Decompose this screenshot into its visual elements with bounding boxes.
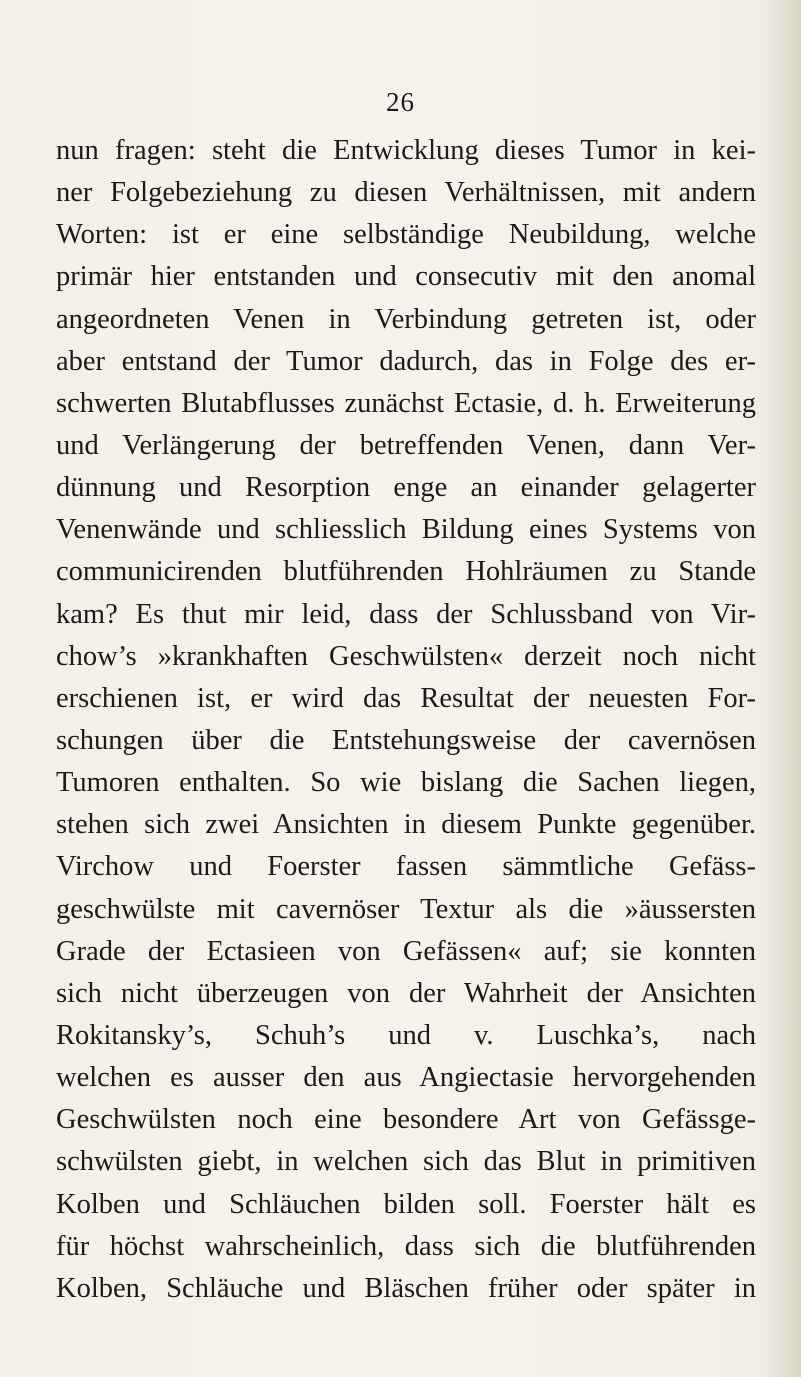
text-line: Virchow und Foerster fassen sämmtliche Gefäss- xyxy=(56,851,756,883)
text-line: Grade der Ectasieen von Gefässen« auf; sie konnten xyxy=(56,935,756,967)
text-line: geschwülste mit cavernöser Textur als die »äussersten xyxy=(56,893,756,925)
body-text xyxy=(56,130,756,1310)
page-edge-shadow xyxy=(767,0,801,1377)
text-line: schungen über die Entstehungsweise der cavernösen xyxy=(56,724,756,756)
text-line: und Verlängerung der betreffenden Venen, dann Ver- xyxy=(56,429,756,461)
text-line: Kolben, Schläuche und Bläschen früher oder später in xyxy=(56,1272,756,1304)
page-number: 26 xyxy=(386,87,415,117)
text-line: kam? Es thut mir leid, dass der Schlussband von Vir- xyxy=(56,598,756,630)
text-line: schwerten Blutabflusses zunächst Ectasie, d. h. Erweiterung xyxy=(56,387,756,419)
text-line: ner Folgebeziehung zu diesen Verhältnissen, mit andern xyxy=(56,177,756,209)
text-line: Tumoren enthalten. So wie bislang die Sachen liegen, xyxy=(56,767,756,799)
text-line: primär hier entstanden und consecutiv mit den anomal xyxy=(56,261,756,293)
text-line: Geschwülsten noch eine besondere Art von Gefässge- xyxy=(56,1104,756,1136)
text-line: aber entstand der Tumor dadurch, das in Folge des er- xyxy=(56,345,756,377)
text-line: Kolben und Schläuchen bilden soll. Foerster hält es xyxy=(56,1188,756,1220)
text-line: sich nicht überzeugen von der Wahrheit der Ansichten xyxy=(56,977,756,1009)
text-line: dünnung und Resorption enge an einander gelagerter xyxy=(56,472,756,504)
text-line: nun fragen: steht die Entwicklung dieses Tumor in kei- xyxy=(56,135,756,166)
text-line: welchen es ausser den aus Angiectasie hervorgehenden xyxy=(56,1062,756,1094)
text-line: chow’s »krankhaften Geschwülsten« derzeit noch nicht xyxy=(56,640,756,672)
text-line: communicirenden blutführenden Hohlräumen zu Stande xyxy=(56,556,756,588)
text-line: für höchst wahrscheinlich, dass sich die blutführenden xyxy=(56,1230,756,1262)
text-line: Worten: ist er eine selbständige Neubildung, welche xyxy=(56,219,756,251)
text-line: angeordneten Venen in Verbindung getreten ist, oder xyxy=(56,303,756,335)
text-line: stehen sich zwei Ansichten in diesem Punkte gegenüber. xyxy=(56,809,756,841)
text-line: erschienen ist, er wird das Resultat der neuesten For- xyxy=(56,682,756,714)
text-line: Rokitansky’s, Schuh’s und v. Luschka’s, nach xyxy=(56,1019,756,1051)
text-line: Venenwände und schliesslich Bildung eines Systems von xyxy=(56,514,756,546)
text-line: schwülsten giebt, in welchen sich das Blut in primitiven xyxy=(56,1146,756,1178)
